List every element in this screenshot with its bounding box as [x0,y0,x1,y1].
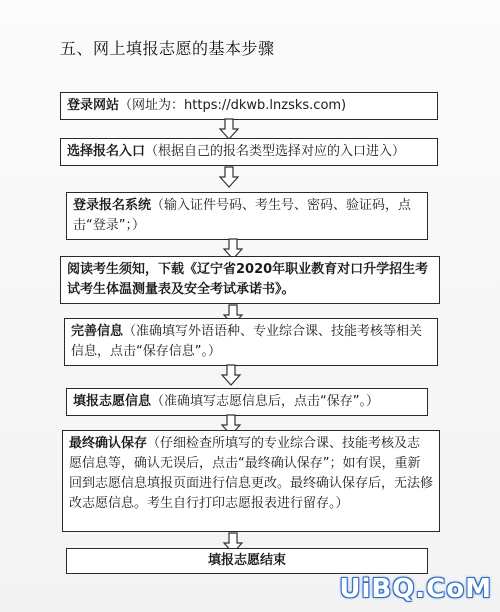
step-title: 填报志愿信息 [73,394,152,409]
step-detail: （网址为：https://dkwb.lnzsks.com) [119,98,347,113]
step-title: 最终确认保存 [69,436,148,451]
step-read-notice [60,256,440,304]
step-detail: （输入证件号码、考生号、密码、验证码，点击“登录”；） [73,198,412,233]
step-title: 登录报名系统 [73,198,152,213]
step-choose-entrance [60,138,438,166]
step-title: 阅读考生须知，下载《辽宁省2020年职业教育对口升学招生考试考生体温测量表及安全考试承诺书》。 [67,262,429,297]
step-login-system [66,192,428,240]
step-complete-info [64,318,438,366]
step-login-website [60,92,438,120]
step-detail: （准确填写志愿信息后，点击“保存”。） [151,394,379,409]
step-final-confirm [62,430,440,532]
step-fill-preferences [66,388,428,416]
step-title: 填报志愿结束 [207,553,286,568]
step-detail: （仔细检查所填写的专业综合课、技能考核及志愿信息等，确认无误后，点击“最终确认保存”；如有误，重新回到志愿信息填报页面进行信息更改。最终确认保存后，无法修改志愿信息。考生自行打印志愿报表进行留存。） [69,436,434,511]
step-finish [66,548,428,574]
down-arrow-icon [218,166,240,188]
page-title: 五、网上填报志愿的基本步骤 [60,39,275,58]
step-title: 登录网站 [67,98,120,113]
down-arrow-icon [220,364,242,386]
step-title: 完善信息 [71,324,124,339]
watermark-logo: UiBQ.CoM [339,574,492,604]
down-arrow-icon [218,118,240,140]
step-detail: （根据自己的报名类型选择对应的入口进入） [145,144,406,159]
step-detail: （准确填写外语语种、专业综合课、技能考核等相关信息，点击“保存信息”。） [71,324,423,359]
step-title: 选择报名入口 [67,144,146,159]
